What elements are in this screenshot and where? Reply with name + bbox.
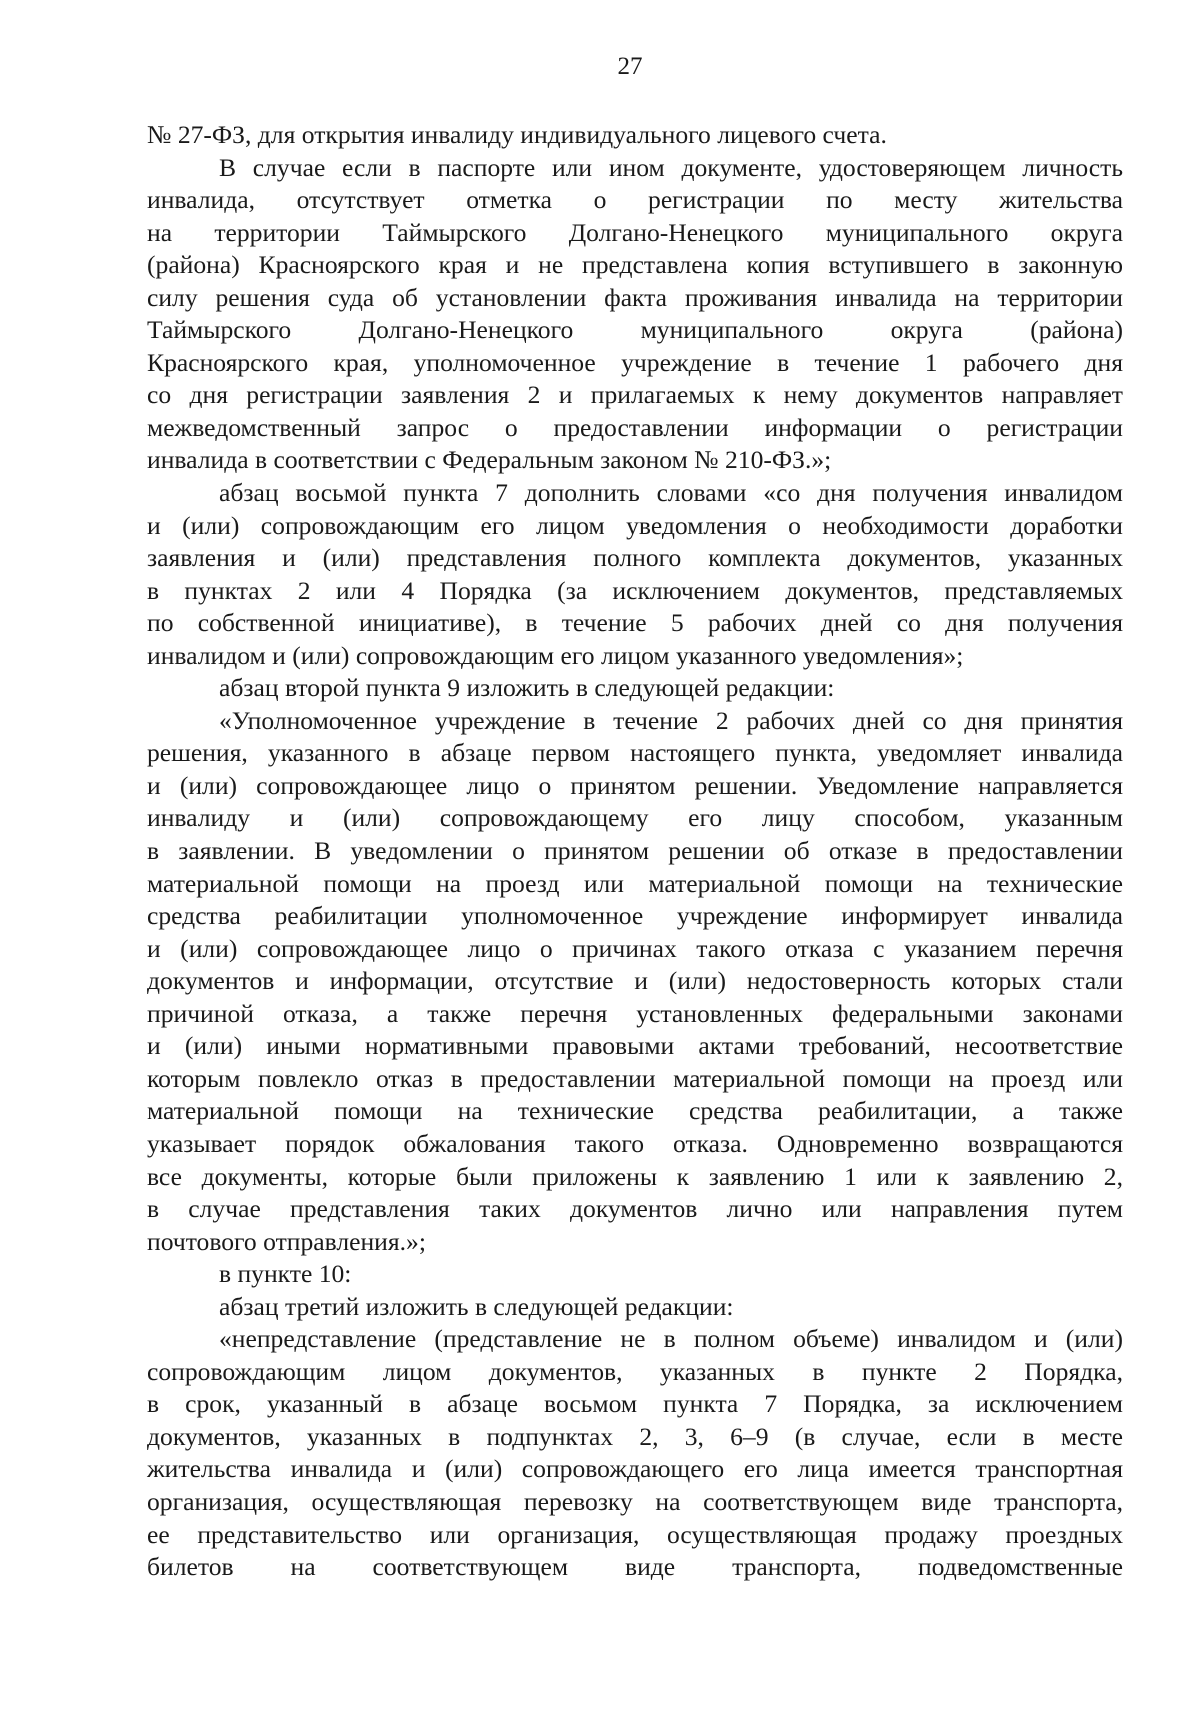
text-line: инвалиду и (или) сопровождающему его лицу способом, указанным bbox=[147, 803, 1123, 833]
text-line: решения, указанного в абзаце первом настоящего пункта, уведомляет инвалида bbox=[147, 738, 1123, 768]
text-line: по собственной инициативе), в течение 5 рабочих дней со дня получения bbox=[147, 608, 1123, 638]
text-line: абзац третий изложить в следующей редакции: bbox=[219, 1291, 734, 1321]
text-line: «Уполномоченное учреждение в течение 2 рабочих дней со дня принятия bbox=[219, 705, 1123, 735]
text-line: Красноярского края, уполномоченное учреждение в течение 1 рабочего дня bbox=[147, 347, 1123, 377]
text-line: материальной помощи на проезд или материальной помощи на технические bbox=[147, 868, 1123, 898]
text-line: ее представительство или организация, осуществляющая продажу проездных bbox=[147, 1519, 1123, 1549]
text-line: и (или) сопровождающее лицо о причинах такого отказа с указанием перечня bbox=[147, 933, 1123, 963]
text-line: абзац восьмой пункта 7 дополнить словами «со дня получения инвалидом bbox=[219, 478, 1123, 508]
text-line: которым повлекло отказ в предоставлении материальной помощи на проезд или bbox=[147, 1063, 1123, 1093]
text-line: в случае представления таких документов лично или направления путем bbox=[147, 1194, 1123, 1224]
text-line: на территории Таймырского Долгано-Ненецкого муниципального округа bbox=[147, 217, 1123, 247]
text-line: организация, осуществляющая перевозку на соответствующем виде транспорта, bbox=[147, 1486, 1123, 1516]
paragraph bbox=[147, 1291, 1123, 1324]
text-line: в срок, указанный в абзаце восьмом пункта 7 Порядка, за исключением bbox=[147, 1389, 1123, 1419]
text-line: билетов на соответствующем виде транспорта, подведомственные bbox=[147, 1552, 1123, 1582]
text-line: сопровождающим лицом документов, указанных в пункте 2 Порядка, bbox=[147, 1356, 1123, 1386]
text-line: и (или) сопровождающее лицо о принятом решении. Уведомление направляется bbox=[147, 770, 1123, 800]
text-line: все документы, которые были приложены к заявлению 1 или к заявлению 2, bbox=[147, 1161, 1123, 1191]
text-line: (района) Красноярского края и не представлена копия вступившего в законную bbox=[147, 250, 1123, 280]
paragraph bbox=[147, 705, 1123, 1258]
text-line: Таймырского Долгано-Ненецкого муниципального округа (района) bbox=[147, 315, 1123, 345]
text-line: документов и информации, отсутствие и (или) недостоверность которых стали bbox=[147, 966, 1123, 996]
text-line: инвалида, отсутствует отметка о регистрации по месту жительства bbox=[147, 185, 1123, 215]
text-line: № 27-ФЗ, для открытия инвалиду индивидуального лицевого счета. bbox=[147, 120, 887, 149]
text-line: материальной помощи на технические средства реабилитации, а также bbox=[147, 1096, 1123, 1126]
text-line: силу решения суда об установлении факта проживания инвалида на территории bbox=[147, 282, 1123, 312]
text-line: межведомственный запрос о предоставлении информации о регистрации bbox=[147, 412, 1123, 442]
text-line: и (или) сопровождающим его лицом уведомления о необходимости доработки bbox=[147, 510, 1123, 540]
text-line: жительства инвалида и (или) сопровождающего его лица имеется транспортная bbox=[147, 1454, 1123, 1484]
paragraph bbox=[147, 1258, 1123, 1291]
paragraph bbox=[147, 477, 1123, 672]
paragraph bbox=[147, 119, 1123, 152]
text-line: со дня регистрации заявления 2 и прилагаемых к нему документов направляет bbox=[147, 380, 1123, 410]
text-line: документов, указанных в подпунктах 2, 3, 6–9 (в случае, если в месте bbox=[147, 1421, 1123, 1451]
paragraph bbox=[147, 672, 1123, 705]
text-line: в пункте 10: bbox=[219, 1259, 352, 1289]
text-line: в заявлении. В уведомлении о принятом решении об отказе в предоставлении bbox=[147, 836, 1123, 866]
paragraph bbox=[147, 1323, 1123, 1583]
text-line: инвалида в соответствии с Федеральным законом № 210-ФЗ.»; bbox=[147, 445, 832, 475]
text-line: «непредставление (представление не в полном объеме) инвалидом и (или) bbox=[219, 1324, 1123, 1354]
text-line: в пунктах 2 или 4 Порядка (за исключением документов, представляемых bbox=[147, 575, 1123, 605]
text-line: инвалидом и (или) сопровождающим его лицом указанного уведомления»; bbox=[147, 640, 964, 670]
paragraph bbox=[147, 152, 1123, 477]
text-line: средства реабилитации уполномоченное учреждение информирует инвалида bbox=[147, 901, 1123, 931]
document-body bbox=[147, 119, 1123, 1584]
text-line: причиной отказа, а также перечня установленных федеральными законами bbox=[147, 998, 1123, 1028]
page-number: 27 bbox=[617, 53, 643, 80]
text-line: указывает порядок обжалования такого отказа. Одновременно возвращаются bbox=[147, 1128, 1123, 1158]
text-line: и (или) иными нормативными правовыми актами требований, несоответствие bbox=[147, 1031, 1123, 1061]
text-line: абзац второй пункта 9 изложить в следующей редакции: bbox=[219, 673, 835, 703]
text-line: В случае если в паспорте или ином документе, удостоверяющем личность bbox=[219, 152, 1123, 182]
text-line: почтового отправления.»; bbox=[147, 1226, 426, 1256]
text-line: заявления и (или) представления полного комплекта документов, указанных bbox=[147, 543, 1123, 573]
